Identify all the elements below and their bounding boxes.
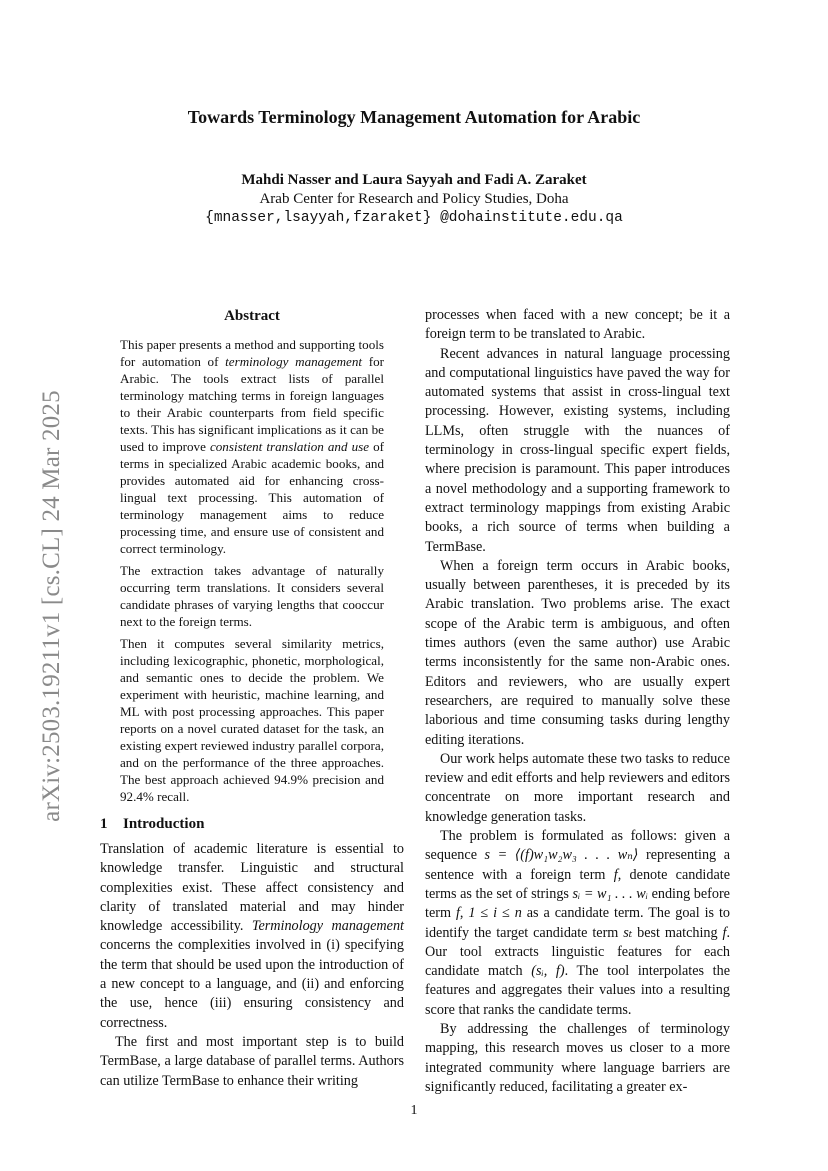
paper-title: Towards Terminology Management Automation for Arabic bbox=[187, 107, 641, 127]
affiliation: Arab Center for Research and Policy Studies, Doha bbox=[259, 191, 569, 207]
section-heading-introduction: 1 Introduction bbox=[100, 816, 205, 832]
arxiv-identifier: arXiv:2503.19211v1 [cs.CL] 24 Mar 2025 bbox=[38, 390, 65, 822]
abstract-paragraph-2: The extraction takes advantage of naturally occurring term translations. It considers several candidate phrases of varying lengths that cooccur next to the foreign terms. bbox=[120, 563, 384, 629]
intro-paragraph-1: Translation of academic literature is essential to knowledge transfer. Linguistic and structural complexities exist. These affect consistency and clarity of translated material and may hinder knowledge accessibility. Terminology management concerns the complexities involved in (i) specifying the term that should be used upon the introduction of a new concept to a language, and (ii) and enforcing the use, hence (iii) ensuring consistency and correctness. bbox=[100, 841, 404, 1031]
author-emails: {mnasser,lsayyah,fzaraket} @dohainstitute.edu.qa bbox=[205, 210, 623, 226]
page-number: 1 bbox=[410, 1103, 418, 1118]
right-paragraph-3: Our work helps automate these two tasks to reduce review and edit efforts and help reviewers and editors concentrate on more important research and knowledge generation tasks. bbox=[425, 750, 730, 825]
left-column bbox=[100, 306, 404, 1091]
right-column bbox=[425, 306, 730, 1097]
author-list: Mahdi Nasser and Laura Sayyah and Fadi A. Zaraket bbox=[241, 172, 587, 188]
right-paragraph-5: By addressing the challenges of terminology mapping, this research moves us closer to a more integrated community where language barriers are significantly reduced, facilitating a greater ex- bbox=[425, 1020, 730, 1095]
right-paragraph-2: When a foreign term occurs in Arabic books, usually between parentheses, it is preceded by its Arabic translation. Two problems arise. The exact scope of the Arabic term is ambiguous, and often times authors (even the same author) use Arabic terms inconsistently for the same non-Arabic ones. Editors and reviewers, who are usually expert researchers, are required to manually solve these laborious and time consuming tasks during lengthy editing iterations. bbox=[425, 557, 730, 748]
abstract-paragraph-3: Then it computes several similarity metrics, including lexicographic, phonetic, morphological, and semantic ones to decide the problem. We experiment with heuristic, machine learning, and ML with post processing approaches. This paper reports on a novel curated dataset for the task, an existing expert reviewed industry parallel corpora, and on the performance of the three approaches. The best approach achieved 94.9% precision and 92.4% recall. bbox=[120, 636, 384, 804]
intro-paragraph-2: The first and most important step is to build TermBase, a large database of parallel terms. Authors can utilize TermBase to enhance their writing bbox=[100, 1033, 404, 1089]
abstract-paragraph-1: This paper presents a method and supporting tools for automation of terminology management for Arabic. The tools extract lists of parallel terminology matching terms in foreign languages to their Arabic counterparts from field specific texts. This has significant implications as it can be used to improve consistent translation and use of terms in specialized Arabic academic books, and provides automated aid for enhancing cross-lingual text processing. This automation of terminology management aims to reduce processing time, and ensure use of consistent and correct terminology. bbox=[120, 337, 384, 556]
right-paragraph-0: processes when faced with a new concept; be it a foreign term to be translated to Arabic. bbox=[425, 307, 730, 343]
right-paragraph-4: The problem is formulated as follows: given a sequence s = ⟨(f)w₁w₂w₃ . . . wₙ⟩ representing a sentence with a foreign term f, denote candidate terms as the set of strings sᵢ = w₁ . . . wᵢ ending before term f, 1 ≤ i ≤ n as a candidate term. The goal is to identify the target candidate term sₜ best matching f. Our tool extracts linguistic features for each candidate match (sᵢ, f). The tool interpolates the features and aggregates their values into a resulting score that ranks the candidate terms. bbox=[425, 828, 731, 1018]
right-paragraph-1: Recent advances in natural language processing and computational linguistics have paved the way for automated systems that assist in cross-lingual text processing. However, existing systems, including LLMs, often struggle with the nuances of terminology in cross-lingual specific expert fields, where precision is paramount. This paper introduces a novel methodology and a supporting framework to extract terminology mappings from existing Arabic books, a rich source of terms when building a TermBase. bbox=[425, 345, 730, 555]
abstract-heading: Abstract bbox=[224, 308, 280, 324]
